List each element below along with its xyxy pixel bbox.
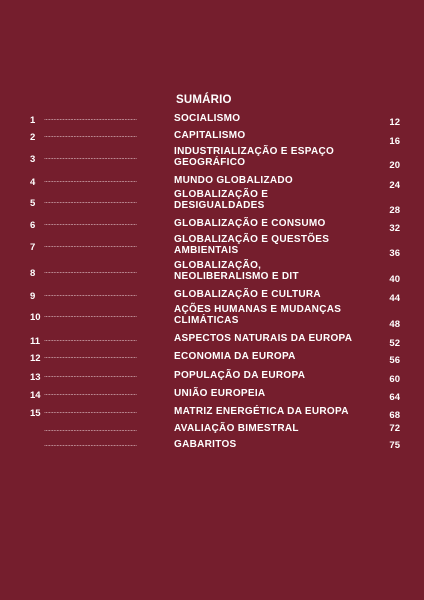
toc-dot-leader: ............................................................ [44, 408, 137, 415]
toc-number: 3 [30, 154, 36, 165]
toc-dot-leader: ............................................................ [44, 390, 137, 397]
toc-title: GLOBALIZAÇÃO E CONSUMO [174, 218, 326, 229]
toc-dot-leader: ............................................................ [44, 441, 137, 448]
toc-title: GLOBALIZAÇÃO E QUESTÕES AMBIENTAIS [174, 234, 330, 256]
toc-page-number: 52 [389, 338, 400, 349]
toc-number: 15 [30, 408, 41, 419]
toc-title: MATRIZ ENERGÉTICA DA EUROPA [174, 406, 349, 417]
toc-number: 4 [30, 177, 36, 188]
toc-page-number: 16 [389, 136, 400, 147]
toc-page-number: 64 [389, 392, 400, 403]
toc-dot-leader: ............................................................ [44, 291, 137, 298]
toc-page-number: 75 [389, 440, 400, 451]
toc-page-number: 72 [389, 423, 400, 434]
toc-page-number: 40 [389, 274, 400, 285]
toc-title: UNIÃO EUROPEIA [174, 388, 266, 399]
toc-page-number: 60 [389, 374, 400, 385]
toc-number: 9 [30, 291, 36, 302]
toc-dot-leader: ............................................................ [44, 353, 137, 360]
toc-number: 1 [30, 115, 36, 126]
toc-page-number: 48 [389, 319, 400, 330]
toc-title: GABARITOS [174, 439, 237, 450]
toc-number: 12 [30, 353, 41, 364]
toc-dot-leader: ............................................................ [44, 268, 137, 275]
toc-title: MUNDO GLOBALIZADO [174, 175, 293, 186]
toc-title: SOCIALISMO [174, 113, 241, 124]
toc-number: 7 [30, 242, 36, 253]
toc-page-number: 20 [389, 160, 400, 171]
toc-dot-leader: ............................................................ [44, 372, 137, 379]
toc-page-number: 12 [389, 117, 400, 128]
toc-dot-leader: ............................................................ [44, 154, 137, 161]
toc-title: GLOBALIZAÇÃO, NEOLIBERALISMO E DIT [174, 260, 299, 282]
toc-number: 5 [30, 198, 36, 209]
toc-title: GLOBALIZAÇÃO E CULTURA [174, 289, 321, 300]
toc-number: 13 [30, 372, 41, 383]
toc-dot-leader: ............................................................ [44, 426, 137, 433]
toc-number: 6 [30, 220, 36, 231]
toc-page-number: 28 [389, 205, 400, 216]
toc-number: 11 [30, 336, 41, 347]
toc-dot-leader: ............................................................ [44, 312, 137, 319]
toc-dot-leader: ............................................................ [44, 220, 137, 227]
toc-title: AÇÕES HUMANAS E MUDANÇAS CLIMÁTICAS [174, 304, 342, 326]
toc-title: CAPITALISMO [174, 130, 246, 141]
toc-dot-leader: ............................................................ [44, 336, 137, 343]
toc-title: GLOBALIZAÇÃO E DESIGUALDADES [174, 189, 269, 211]
toc-title: POPULAÇÃO DA EUROPA [174, 370, 306, 381]
toc-page-number: 24 [389, 180, 400, 191]
toc-number: 10 [30, 312, 41, 323]
toc-dot-leader: ............................................................ [44, 177, 137, 184]
toc-dot-leader: ............................................................ [44, 242, 137, 249]
toc-title: ASPECTOS NATURAIS DA EUROPA [174, 333, 353, 344]
toc-page-number: 68 [389, 410, 400, 421]
toc-page-number: 32 [389, 223, 400, 234]
toc-dot-leader: ............................................................ [44, 198, 137, 205]
toc-dot-leader: ............................................................ [44, 115, 137, 122]
toc-page-number: 36 [389, 248, 400, 259]
toc-page-number: 56 [389, 355, 400, 366]
toc-title: INDUSTRIALIZAÇÃO E ESPAÇO GEOGRÁFICO [174, 146, 335, 168]
toc-dot-leader: ............................................................ [44, 132, 137, 139]
toc-title: ECONOMIA DA EUROPA [174, 351, 296, 362]
toc-number: 2 [30, 132, 36, 143]
summary-title: SUMÁRIO [176, 94, 232, 106]
toc-page-number: 44 [389, 293, 400, 304]
toc-number: 14 [30, 390, 41, 401]
toc-number: 8 [30, 268, 36, 279]
toc-title: AVALIAÇÃO BIMESTRAL [174, 423, 299, 434]
